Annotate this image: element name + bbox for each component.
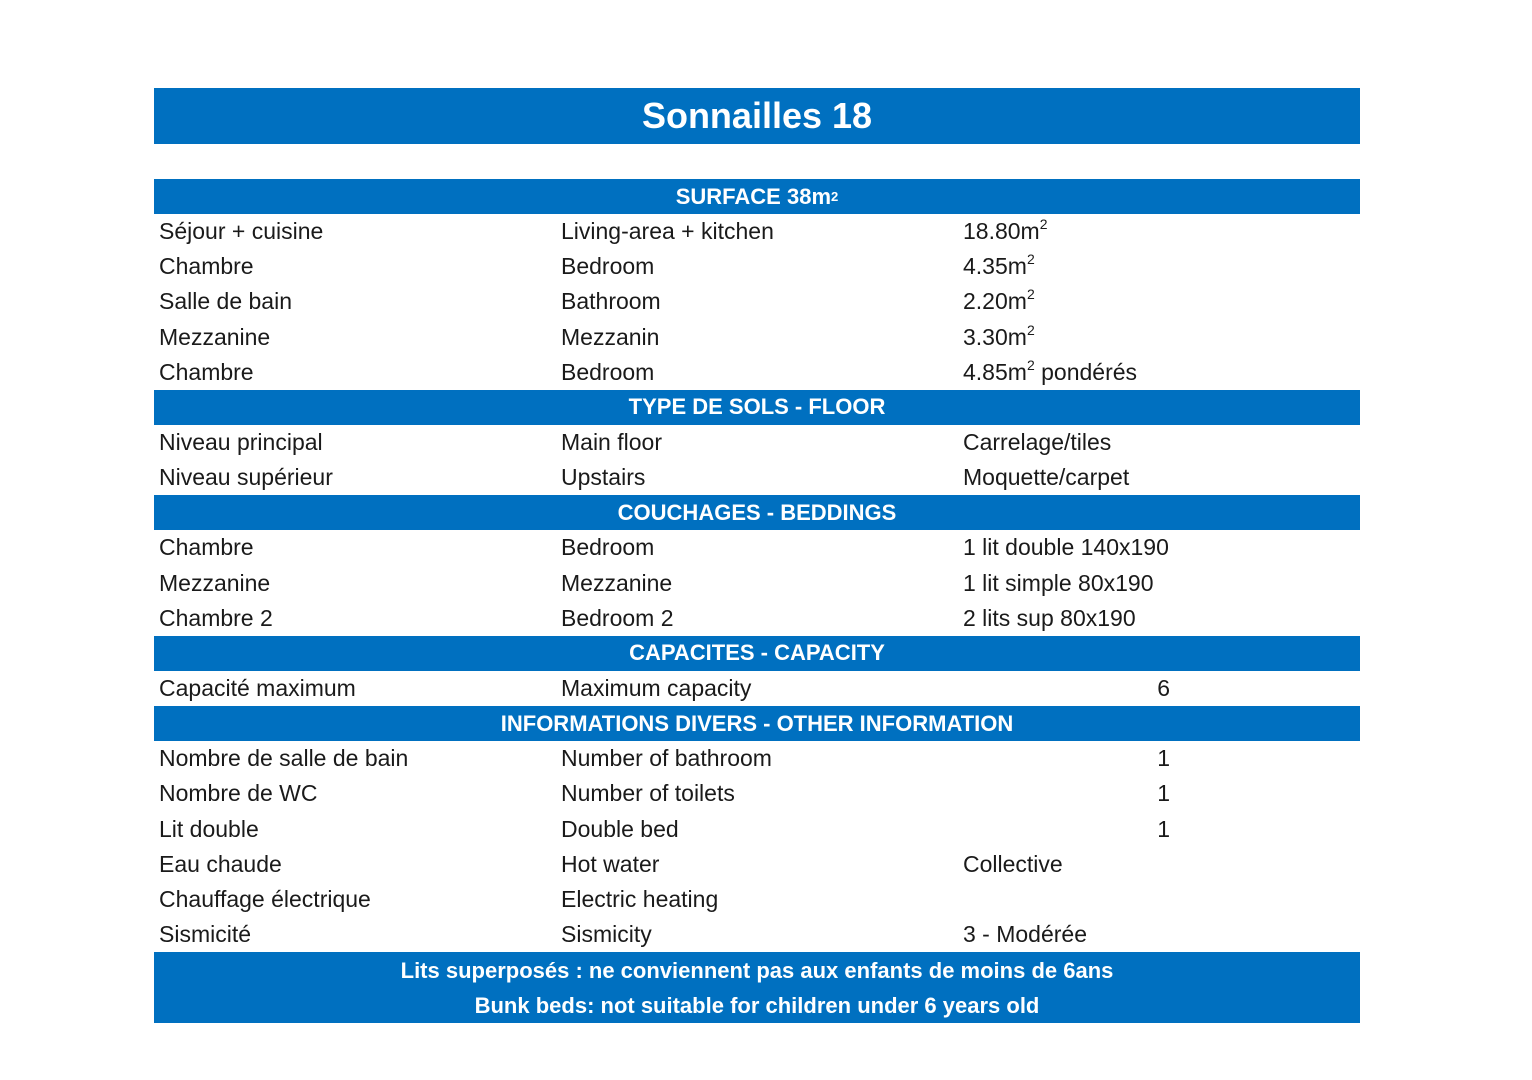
label-en: Electric heating [561, 885, 719, 912]
superscript: 2 [1026, 251, 1035, 268]
value: 1 lit double 140x190 [963, 534, 1169, 561]
label-fr: Salle de bain [159, 288, 292, 315]
page-title: Sonnailles 18 [641, 95, 873, 136]
warning-line-en: Bunk beds: not suitable for children under 6 years old [474, 992, 1040, 1018]
table-row [154, 214, 1360, 249]
value: 1 [1157, 815, 1170, 842]
table-row [154, 601, 1360, 636]
table-row [154, 847, 1360, 882]
table-row [154, 917, 1360, 952]
superscript: 2 [1039, 216, 1048, 233]
superscript: 2 [1026, 286, 1035, 303]
section-header-surface: SURFACE 38m 2 [154, 179, 1360, 214]
area-value: 2.20m [963, 288, 1027, 315]
page-title-bar [154, 88, 1360, 144]
label-en: Bedroom 2 [561, 604, 674, 631]
section-header-capacity [154, 636, 1360, 671]
label-fr: Chambre 2 [159, 604, 273, 631]
label-fr: Chambre [159, 358, 254, 385]
table-row [154, 425, 1360, 460]
table-row [154, 530, 1360, 565]
section-header-label: TYPE DE SOLS - FLOOR [628, 394, 886, 420]
area-value: 3.30m [963, 323, 1027, 350]
info-sheet [154, 179, 1360, 1023]
value [958, 253, 1360, 280]
value: Collective [963, 850, 1063, 877]
label-fr: Capacité maximum [159, 674, 356, 701]
table-row [154, 284, 1360, 319]
label-fr: Niveau principal [159, 429, 323, 456]
label-en: Number of toilets [561, 780, 735, 807]
value [958, 218, 1360, 245]
area-note: pondérés [1034, 358, 1138, 385]
label-fr: Chambre [159, 534, 254, 561]
table-row [154, 566, 1360, 601]
label-fr: Chauffage électrique [159, 885, 371, 912]
value: 1 [1157, 745, 1170, 772]
label-fr: Niveau supérieur [159, 464, 333, 491]
table-row [154, 249, 1360, 284]
area-value: 18.80m [963, 218, 1040, 245]
table-row [154, 355, 1360, 390]
label-en: Bedroom [561, 534, 655, 561]
label-fr: Séjour + cuisine [159, 218, 324, 245]
label-en: Bedroom [561, 253, 655, 280]
section-header-floor [154, 390, 1360, 425]
value: 6 [1157, 674, 1170, 701]
table-row [154, 460, 1360, 495]
value: 1 lit simple 80x190 [963, 569, 1154, 596]
label-en: Maximum capacity [561, 674, 752, 701]
value: Carrelage/tiles [963, 429, 1112, 456]
table-row [154, 671, 1360, 706]
value [958, 288, 1360, 315]
label-fr: Mezzanine [159, 569, 271, 596]
label-en: Living-area + kitchen [561, 218, 774, 245]
table-row [154, 776, 1360, 811]
label-fr: Sismicité [159, 921, 252, 948]
value [958, 321, 1360, 351]
section-header-label: SURFACE 38m [675, 183, 832, 209]
value: 2 lits sup 80x190 [963, 604, 1136, 631]
label-en: Upstairs [561, 464, 646, 491]
warning-line-fr: Lits superposés : ne conviennent pas aux enfants de moins de 6ans [400, 957, 1114, 983]
label-fr: Lit double [159, 815, 259, 842]
label-en: Bedroom [561, 358, 655, 385]
label-en: Number of bathroom [561, 745, 772, 772]
label-fr: Mezzanine [159, 323, 271, 350]
label-en: Mezzanine [561, 569, 673, 596]
bunk-bed-warning [154, 952, 1360, 1023]
table-row [154, 811, 1360, 846]
label-fr: Nombre de WC [159, 780, 318, 807]
value [958, 356, 1360, 386]
section-header-label: CAPACITES - CAPACITY [629, 640, 885, 666]
area-value: 4.35m [963, 253, 1027, 280]
table-row [154, 741, 1360, 776]
table-row [154, 882, 1360, 917]
section-header-label: INFORMATIONS DIVERS - OTHER INFORMATION [500, 710, 1014, 736]
section-header-other-information [154, 706, 1360, 741]
label-en: Sismicity [561, 921, 652, 948]
area-value: 4.85m [963, 358, 1027, 385]
label-fr: Chambre [159, 253, 254, 280]
table-row [154, 320, 1360, 355]
label-fr: Nombre de salle de bain [159, 745, 409, 772]
label-en: Hot water [561, 850, 660, 877]
section-header-beddings [154, 495, 1360, 530]
label-en: Double bed [561, 815, 679, 842]
section-header-label: COUCHAGES - BEDDINGS [617, 499, 897, 525]
value: Moquette/carpet [963, 464, 1130, 491]
label-en: Bathroom [561, 288, 661, 315]
label-fr: Eau chaude [159, 850, 282, 877]
value: 1 [1157, 780, 1170, 807]
superscript: 2 [1026, 356, 1035, 373]
value: 3 - Modérée [963, 921, 1088, 948]
label-en: Mezzanin [561, 323, 660, 350]
superscript: 2 [1026, 321, 1035, 338]
label-en: Main floor [561, 429, 662, 456]
